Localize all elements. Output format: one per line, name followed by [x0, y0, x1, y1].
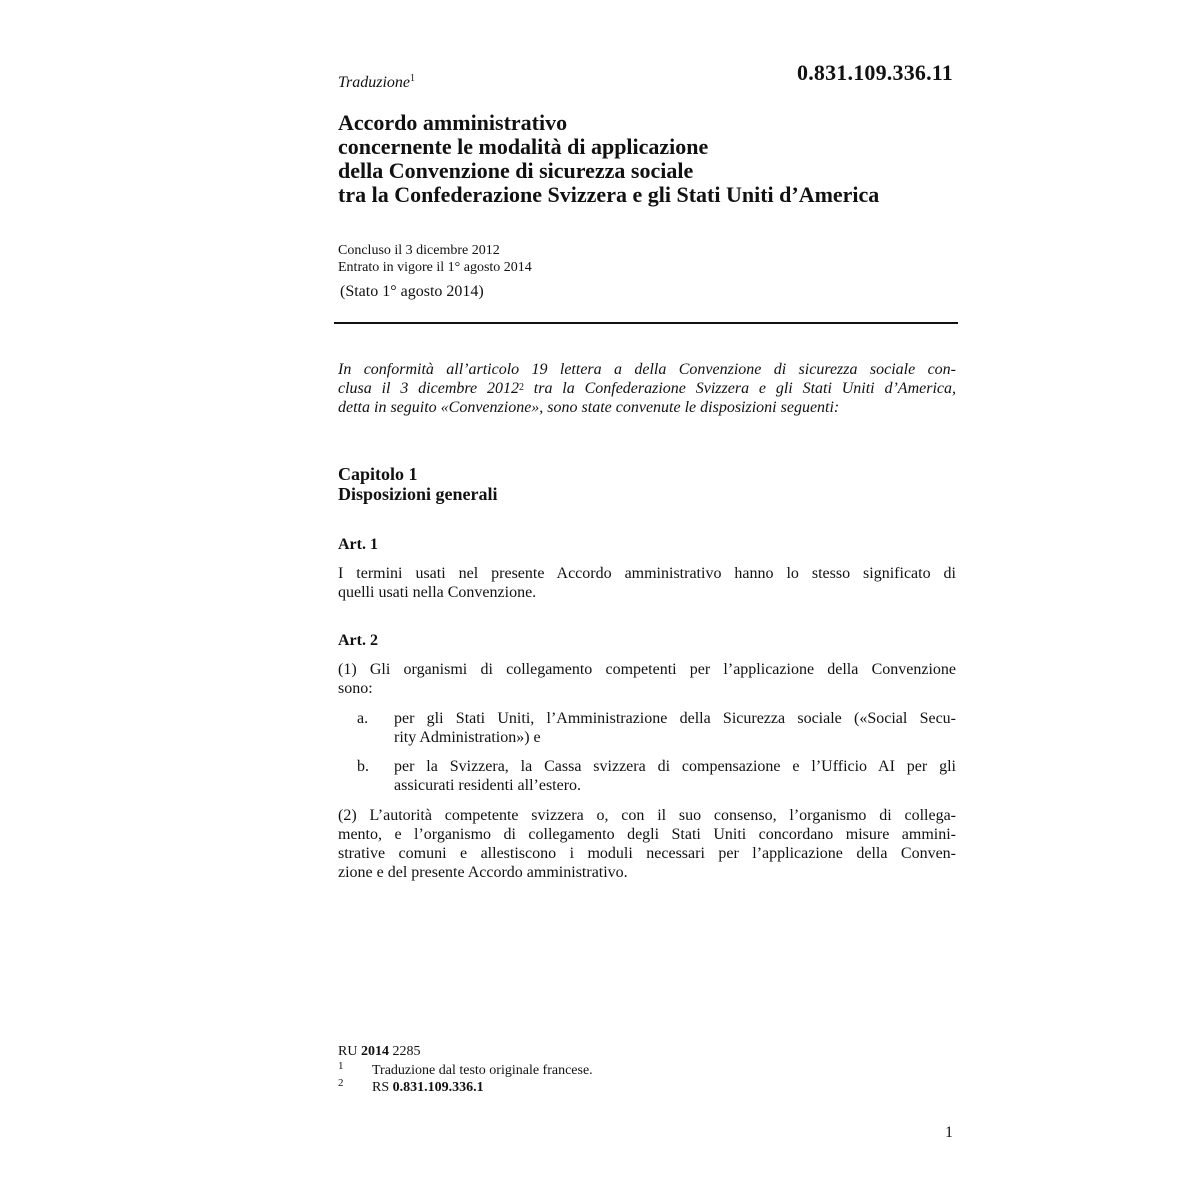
- text-line: rity Administration») e: [394, 729, 541, 746]
- translation-text: Traduzione: [338, 74, 411, 91]
- text-line: zione e del presente Accordo amministrativo.: [338, 864, 628, 881]
- ru-prefix: RU: [338, 1044, 361, 1059]
- ru-reference: [338, 1044, 420, 1060]
- translation-label: [338, 74, 415, 92]
- preamble-text: tra la Confederazione Svizzera e gli Stati Uniti d’America,: [523, 380, 956, 397]
- document-title: [338, 111, 978, 207]
- preamble-line: In conformità all’articolo 19 lettera a della Convenzione di sicurezza sociale con-: [338, 361, 956, 378]
- preamble-line: detta in seguito «Convenzione», sono state convenute le disposizioni seguenti:: [338, 399, 840, 416]
- text-line: per la Svizzera, la Cassa svizzera di compensazione e l’Ufficio AI per gli: [394, 758, 956, 775]
- text-line: assicurati residenti all’estero.: [394, 777, 582, 794]
- text-line: strative comuni e allestiscono i moduli necessari per l’applicazione della Conven-: [338, 845, 956, 862]
- chapter-number: Capitolo 1: [338, 464, 418, 484]
- footnote-sr-number: 0.831.109.336.1: [392, 1080, 484, 1095]
- horizontal-rule: [334, 322, 958, 324]
- chapter-title: Disposizioni generali: [338, 484, 498, 504]
- article-1-text: [338, 564, 956, 602]
- footnote-text: Traduzione dal testo originale francese.: [372, 1063, 593, 1078]
- text-line: sono:: [338, 680, 373, 697]
- footnote-text: [372, 1080, 484, 1096]
- text-line: quelli usati nella Convenzione.: [338, 584, 537, 601]
- status-date: (Stato 1° agosto 2014): [340, 283, 484, 300]
- text-line: per gli Stati Uniti, l’Amministrazione della Sicurezza sociale («Social Secu-: [394, 710, 956, 727]
- list-item-text: [394, 757, 956, 795]
- list-item-text: [394, 709, 956, 747]
- footnote-ref: 2: [518, 382, 524, 393]
- article-2-paragraph-2: [338, 806, 956, 882]
- footnote-number: 1: [338, 1060, 344, 1072]
- footnote-prefix: RS: [372, 1080, 393, 1095]
- ru-page: 2285: [388, 1044, 421, 1059]
- chapter-heading: [338, 464, 498, 504]
- article-2-paragraph-1: [338, 660, 956, 698]
- text-line: (2) L’autorità competente svizzera o, con il suo consenso, l’organismo di collega-: [338, 807, 956, 824]
- article-heading: Art. 1: [338, 536, 378, 553]
- title-line: tra la Confederazione Svizzera e gli Stati Uniti d’America: [338, 182, 880, 207]
- translation-footnote-ref: 1: [410, 73, 416, 84]
- page-number: 1: [945, 1124, 953, 1141]
- list-marker: a.: [357, 710, 369, 727]
- concluded-date: Concluso il 3 dicembre 2012: [338, 243, 500, 258]
- text-line: I termini usati nel presente Accordo amministrativo hanno lo stesso significato di: [338, 565, 956, 582]
- article-heading: Art. 2: [338, 632, 378, 649]
- text-line: (1) Gli organismi di collegamento competenti per l’applicazione della Convenzione: [338, 661, 956, 678]
- title-line: Accordo amministrativo: [338, 110, 568, 135]
- list-marker: b.: [357, 758, 369, 775]
- title-line: della Convenzione di sicurezza sociale: [338, 158, 694, 183]
- ru-year: 2014: [360, 1044, 389, 1059]
- preamble-line: [338, 379, 956, 398]
- footnote-number: 2: [338, 1077, 344, 1089]
- preamble: [338, 360, 956, 417]
- in-force-date: Entrato in vigore il 1° agosto 2014: [338, 260, 532, 275]
- title-line: concernente le modalità di applicazione: [338, 134, 709, 159]
- text-line: mento, e l’organismo di collegamento degli Stati Uniti concordano misure ammini-: [338, 826, 956, 843]
- preamble-text: clusa il 3 dicembre 2012: [338, 380, 519, 397]
- sr-number: 0.831.109.336.11: [797, 60, 953, 85]
